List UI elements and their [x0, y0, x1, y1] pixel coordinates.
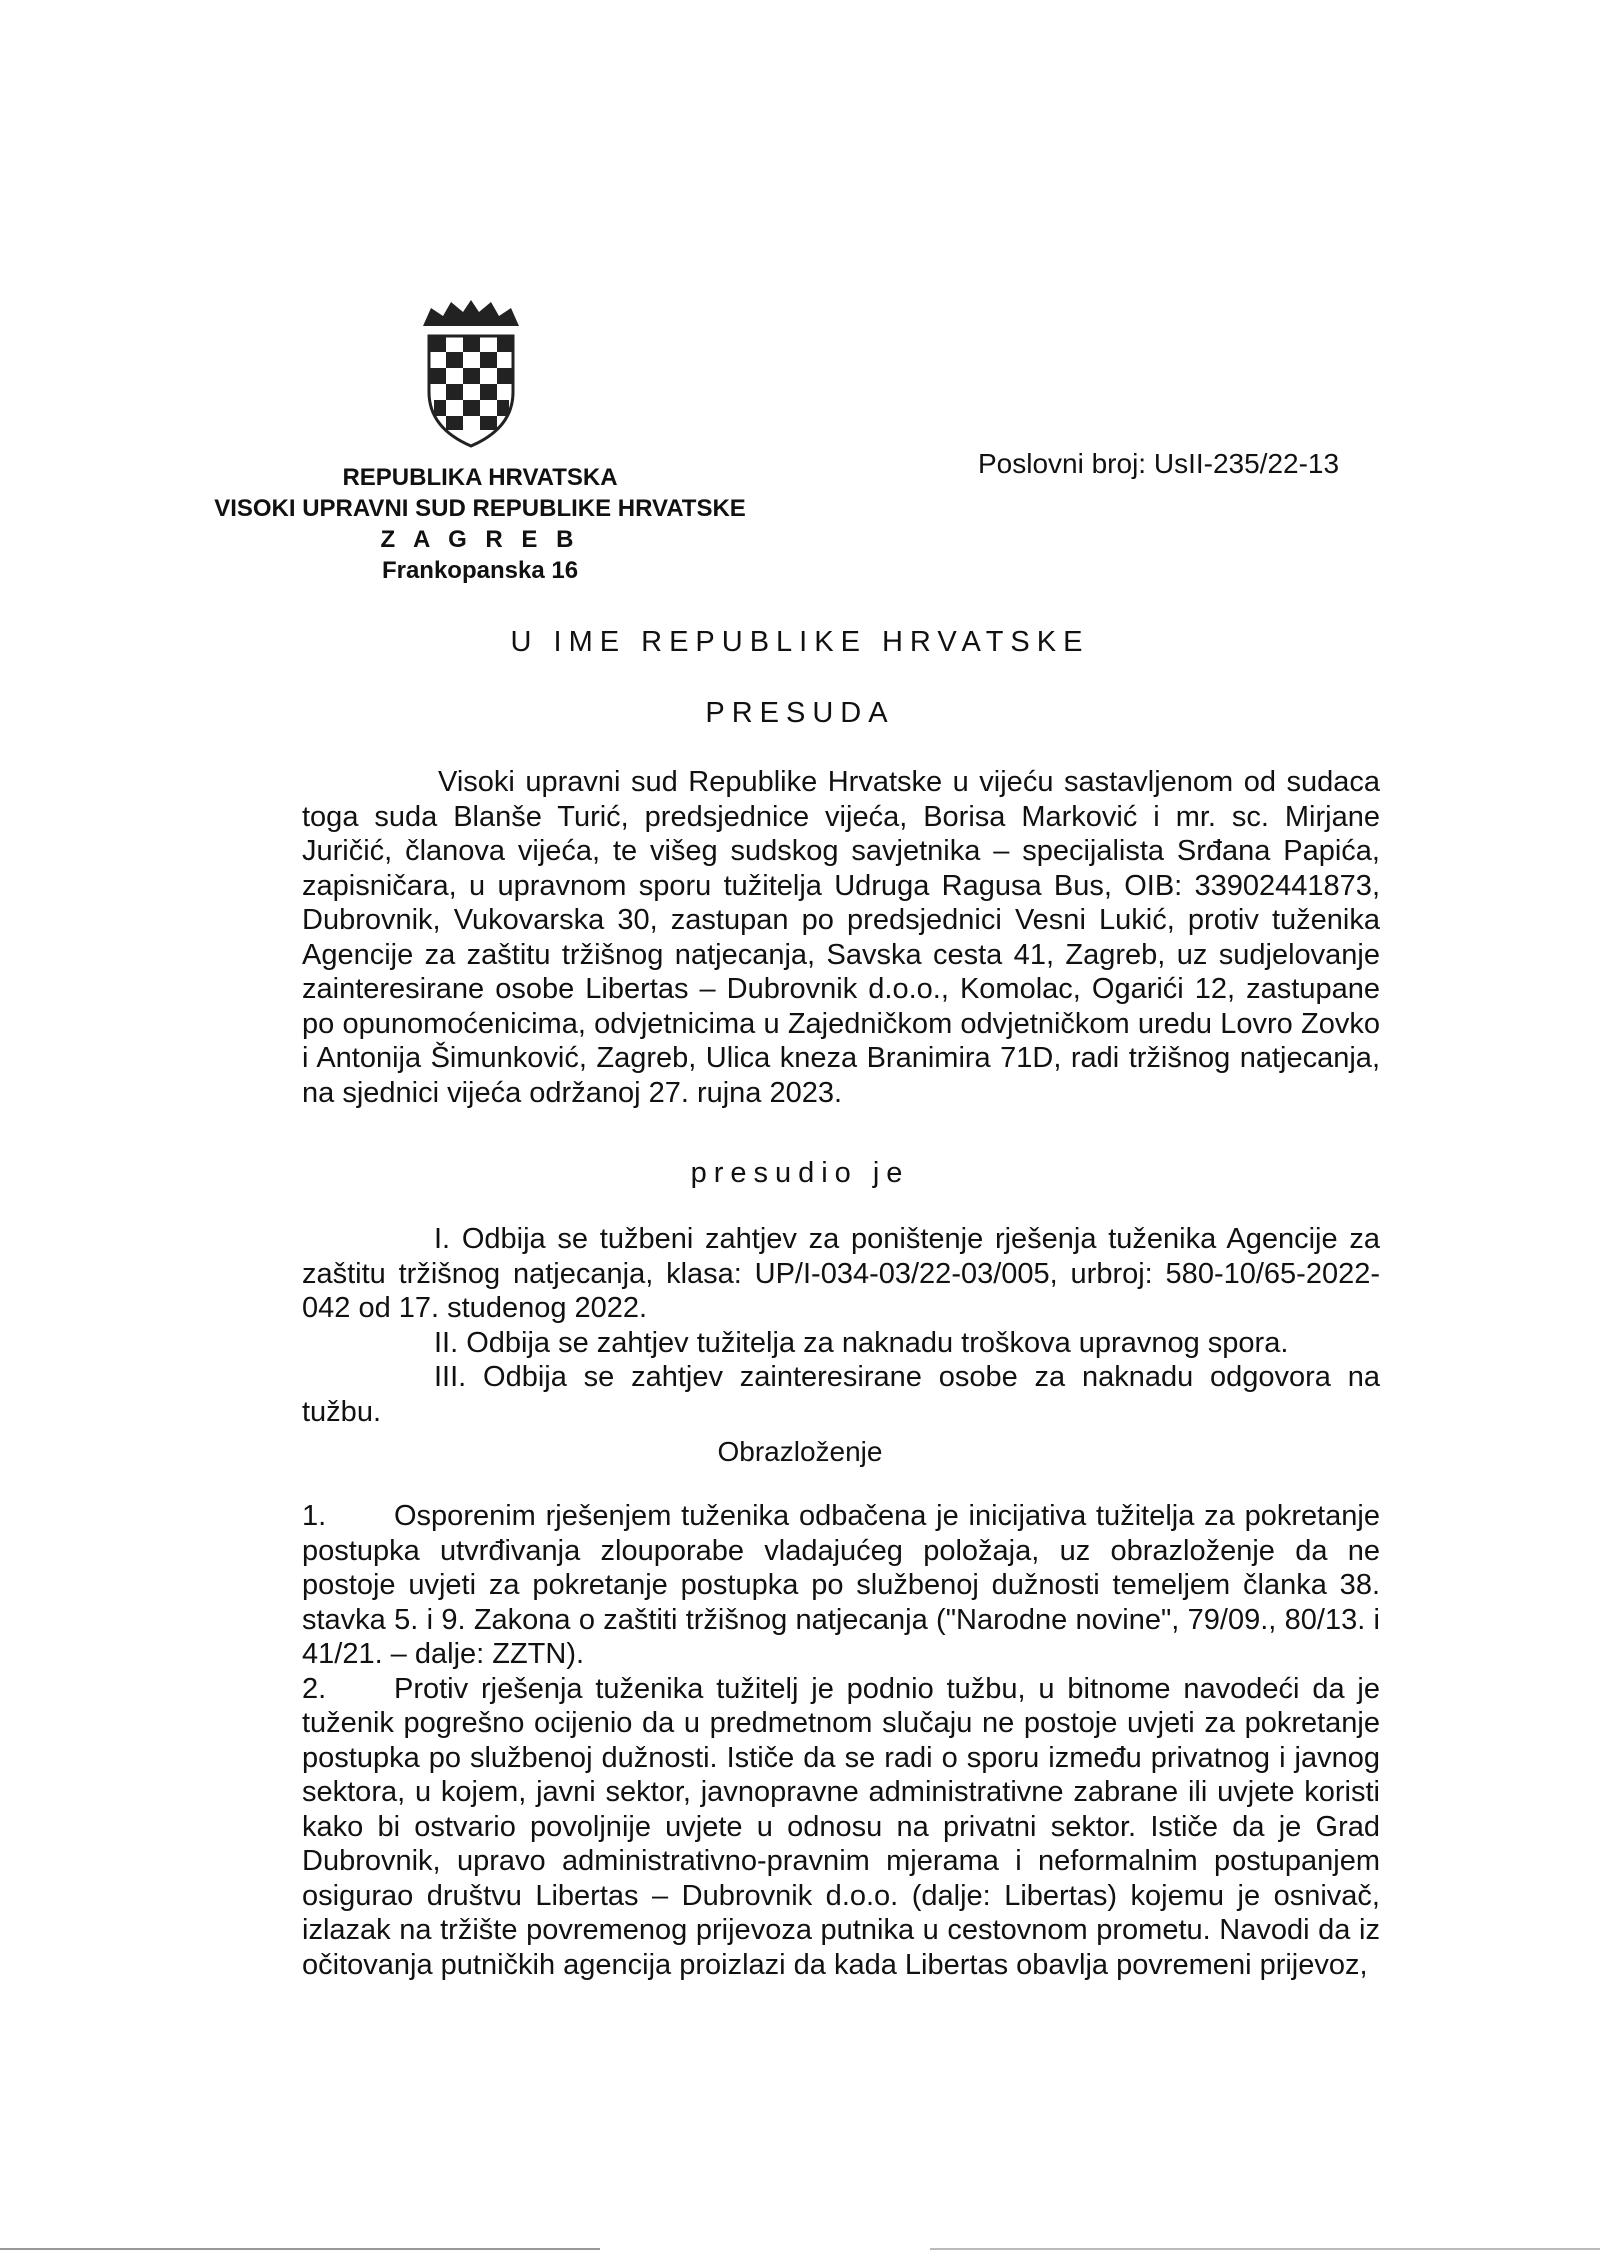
- court-header: [170, 462, 790, 586]
- judgment-heading: PRESUDA: [705, 697, 895, 729]
- reason-text: Osporenim rješenjem tuženika odbačena je inicijativa tužitelja za pokretanje postupka utvrđivanja zlouporabe vladajućeg položaja, uz obrazloženje da ne postoje uvjeti za pokretanje postupka po službenoj dužnosti temeljem članka 38. stavka 5. i 9. Zakona o zaštiti tržišnog natjecanja ("Narodne novine", 79/09., 80/13. i 41/21. – dalje: ZZTN).: [302, 1500, 1380, 1670]
- verdict-item-3: III. Odbija se zahtjev zainteresirane osobe za naknadu odgovora na tužbu.: [302, 1361, 1380, 1428]
- croatian-coat-of-arms-icon: [417, 300, 525, 448]
- reason-text: Protiv rješenja tuženika tužitelj je podnio tužbu, u bitnome navodeći da je tuženik pogrešno ocijenio da u predmetnom slučaju ne postoje uvjeti za pokretanje postupka po službenoj dužnosti. Ističe da se radi o sporu između privatnog i javnog sektora, u kojem, javni sektor, javnopravne administrativne zabrane ili uvjete koristi kako bi ostvario povoljnije uvjete u odnosu na privatni sektor. Ističe da je Grad Dubrovnik, upravo administrativno-pravnim mjerama i neformalnim postupanjem osigurao društvu Libertas – Dubrovnik d.o.o. (dalje: Libertas) kojemu je osnivač, izlazak na tržište povremenog prijevoza putnika u cestovnom prometu. Navodi da iz očitovanja putničkih agencija proizlazi da kada Libertas obavlja povremeni prijevoz,: [302, 1672, 1380, 1981]
- verdict-item-1: I. Odbija se tužbeni zahtjev za poništenje rješenja tuženika Agencije za zaštitu tržišnog natjecanja, klasa: UP/I-034-03/22-03/005, urbroj: 580-10/65-2022-042 od 17. studenog 2022.: [302, 1223, 1380, 1324]
- court-city: Z A G R E B: [380, 526, 580, 553]
- scan-edge-line: [930, 2248, 1600, 2250]
- state-name: REPUBLIKA HRVATSKA: [342, 464, 618, 491]
- verdict-item-2: II. Odbija se zahtjev tužitelja za naknadu troškova upravnog spora.: [434, 1326, 1289, 1359]
- reasoning-section: [302, 1499, 1380, 1982]
- verdict-section: [302, 1222, 1380, 1429]
- court-name: VISOKI UPRAVNI SUD REPUBLIKE HRVATSKE: [214, 495, 746, 522]
- ruled-heading: presudio je: [690, 1157, 910, 1189]
- reason-paragraph-1: [302, 1499, 1380, 1672]
- intro-paragraph: [302, 765, 1380, 1110]
- in-the-name-heading: U IME REPUBLIKE HRVATSKE: [510, 626, 1090, 658]
- reasoning-heading: Obrazloženje: [717, 1436, 883, 1467]
- reason-number: 2.: [302, 1672, 327, 1705]
- scan-edge-line: [0, 2248, 600, 2250]
- intro-text: Visoki upravni sud Republike Hrvatske u vijeću sastavljenom od sudaca toga suda Blanše Turić, predsjednice vijeća, Borisa Marković i mr. sc. Mirjane Juričić, članova vijeća, te višeg sudskog savjetnika – specijalista Srđana Papića, zapisničara, u upravnom sporu tužitelja Udruga Ragusa Bus, OIB: 33902441873, Dubrovnik, Vukovarska 30, zastupan po predsjednici Vesni Lukić, protiv tuženika Agencije za zaštitu tržišnog natjecanja, Savska cesta 41, Zagreb, uz sudjelovanje zainteresirane osobe Libertas – Dubrovnik d.o.o., Komolac, Ogarići 12, zastupane po opunomoćenicima, odvjetnicima u Zajedničkom odvjetničkom uredu Lovro Zovko i Antonija Šimunković, Zagreb, Ulica kneza Branimira 71D, radi tržišnog natjecanja, na sjednici vijeća održanoj 27. rujna 2023.: [302, 766, 1380, 1109]
- case-number: Poslovni broj: UsII-235/22-13: [978, 448, 1340, 479]
- court-address: Frankopanska 16: [381, 557, 579, 584]
- reason-number: 1.: [302, 1500, 327, 1532]
- reason-paragraph-2: [302, 1672, 1380, 1983]
